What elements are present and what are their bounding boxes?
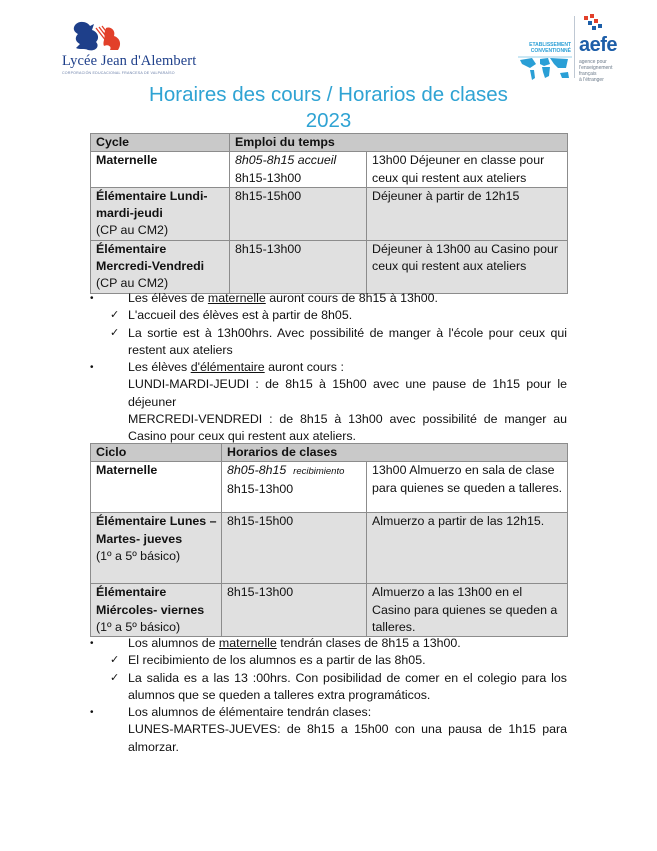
header-schedule: Emploi du temps: [230, 134, 568, 152]
check-icon: ✓: [110, 654, 120, 667]
cell-cycle: [91, 584, 222, 637]
cell-cycle: [91, 513, 222, 584]
cell-note: Déjeuner à 13h00 au Casino pour ceux qui restent aux ateliers: [367, 240, 568, 293]
schedule-table-fr: [90, 133, 568, 294]
bullet-icon: •: [90, 293, 94, 304]
table-row: [91, 513, 568, 584]
cell-note: Almuerzo a partir de las 12h15.: [367, 513, 568, 584]
text: auront cours :: [264, 360, 344, 375]
cell-time: 8h15-15h00: [222, 513, 367, 584]
check-icon: ✓: [110, 326, 120, 339]
logo-divider: [574, 16, 575, 78]
paragraph: LUNDI-MARDI-JEUDI : de 8h15 à 15h00 avec une pause de 1h15 pour le déjeuner: [128, 377, 567, 409]
text: Les élèves de: [128, 291, 208, 305]
text: tendrán clases de 8h15 a 13h00.: [276, 636, 461, 650]
text: La salida es a las 13 :00hrs. Con posibilidad de comer en el colegio para los alumnos que se queden a talleres extra programáticos.: [128, 670, 567, 702]
cycle-name: Élémentaire Lunes –Martes- jueves: [96, 514, 217, 546]
text: Los alumnos de: [128, 636, 219, 650]
cycle-name: Élémentaire Miércoles- viernes: [96, 585, 205, 617]
aefe-brand: aefe: [579, 34, 618, 56]
tagline-3: français: [579, 71, 597, 77]
text: L'accueil des élèves est à partir de 8h05.: [128, 308, 353, 323]
bullet-icon: •: [90, 638, 94, 649]
list-item: [90, 704, 567, 721]
cell-time: 8h15-15h00: [230, 187, 367, 240]
cell-cycle: Maternelle: [91, 462, 222, 513]
check-icon: ✓: [110, 309, 120, 322]
check-icon: ✓: [110, 671, 120, 684]
bullet-icon: •: [90, 707, 94, 719]
tagline-4: à l'étranger: [579, 77, 604, 83]
tagline-1: agence pour: [579, 59, 607, 65]
marianne-logo-icon: [70, 20, 150, 54]
list-item: [90, 652, 567, 669]
paragraph: LUNES-MARTES-JUEVES: de 8h15 a 15h00 con una pausa de 1h15 para almorzar.: [128, 722, 567, 754]
etab-line-2: CONVENTIONNÉ: [530, 48, 571, 54]
text-underlined: d'élémentaire: [190, 360, 265, 375]
cycle-grades: (1º a 5º básico): [96, 619, 181, 634]
etablissement-label: [516, 42, 571, 54]
time-range: 8h15-13h00: [227, 481, 294, 496]
list-item: [90, 635, 567, 652]
time-welcome: 8h05-8h15: [227, 463, 287, 478]
list-item: [90, 307, 567, 324]
notes-fr: [90, 290, 567, 446]
tagline-2: l'enseignement: [579, 65, 613, 71]
cell-note: Déjeuner à partir de 12h15: [367, 187, 568, 240]
table-row: [91, 240, 568, 293]
lycee-logo: [62, 20, 197, 90]
table-row: [91, 462, 568, 513]
time-welcome-label: recibimiento: [293, 466, 345, 478]
cycle-grades: (CP au CM2): [96, 223, 169, 238]
cell-time: [222, 462, 367, 513]
cell-cycle: [91, 187, 230, 240]
notes-es: [90, 635, 567, 756]
bullet-icon: •: [90, 362, 94, 374]
cell-cycle: Maternelle: [91, 152, 230, 188]
time-welcome: 8h05-8h15 accueil: [235, 153, 337, 168]
text-underlined: maternelle: [207, 291, 266, 305]
cell-note: 13h00 Déjeuner en classe pour ceux qui restent aux ateliers: [367, 152, 568, 188]
table-header-row: [91, 134, 568, 152]
list-item: [90, 325, 567, 360]
text: Los alumnos de élémentaire tendrán clases:: [128, 705, 372, 720]
etab-line-1: ETABLISSEMENT: [529, 42, 571, 48]
time-range: 8h15-13h00: [235, 170, 302, 185]
schedule-table-es: [90, 443, 568, 637]
aefe-tagline: [579, 59, 612, 83]
school-subtitle: CORPORACIÓN EDUCACIONAL FRANCESA DE VALPARAÍSO: [62, 71, 175, 75]
text-underlined: maternelle: [218, 636, 277, 650]
header-cycle: Cycle: [91, 134, 230, 152]
cycle-name: Élémentaire Mercredi-Vendredi: [96, 241, 205, 274]
text: Les élèves: [128, 360, 191, 375]
aefe-squares-icon: [582, 14, 604, 34]
paragraph: MERCREDI-VENDREDI : de 8h15 à 13h00 avec possibilité de manger au Casino pour ceux qui restent aux ateliers.: [128, 412, 567, 444]
list-item: [90, 670, 567, 705]
school-name: Lycée Jean d'Alembert: [62, 53, 197, 69]
list-item: [90, 359, 567, 376]
table-row: [91, 187, 568, 240]
text: El recibimiento de los alumnos es a partir de las 8h05.: [128, 653, 426, 668]
header-schedule: Horarios de clases: [222, 444, 568, 462]
list-item: [90, 290, 567, 307]
title-line-1: Horaires des cours / Horarios de clases: [149, 83, 508, 106]
header-cycle: Ciclo: [91, 444, 222, 462]
table-row: [91, 152, 568, 188]
world-map-icon: [518, 56, 572, 82]
title-line-2: 2023: [305, 109, 352, 132]
cell-note: Almuerzo a las 13h00 en el Casino para quienes se queden a talleres.: [367, 584, 568, 637]
table-header-row: [91, 444, 568, 462]
cell-cycle: [91, 240, 230, 293]
cycle-name: Élémentaire Lundi-mardi-jeudi: [96, 188, 208, 221]
cell-time: [230, 152, 367, 188]
page-title: [0, 82, 657, 134]
table-row: [91, 584, 568, 637]
text: auront cours de 8h15 à 13h00.: [265, 291, 438, 305]
cell-time: 8h15-13h00: [222, 584, 367, 637]
cycle-grades: (1º a 5º básico): [96, 548, 181, 563]
cell-note: 13h00 Almuerzo en sala de clase para quienes se queden a talleres.: [367, 462, 568, 513]
cycle-grades: (CP au CM2): [96, 276, 169, 291]
text: La sortie est à 13h00hrs. Avec possibilité de manger à l'école pour ceux qui restent aux ateliers: [128, 325, 567, 357]
cell-time: 8h15-13h00: [230, 240, 367, 293]
